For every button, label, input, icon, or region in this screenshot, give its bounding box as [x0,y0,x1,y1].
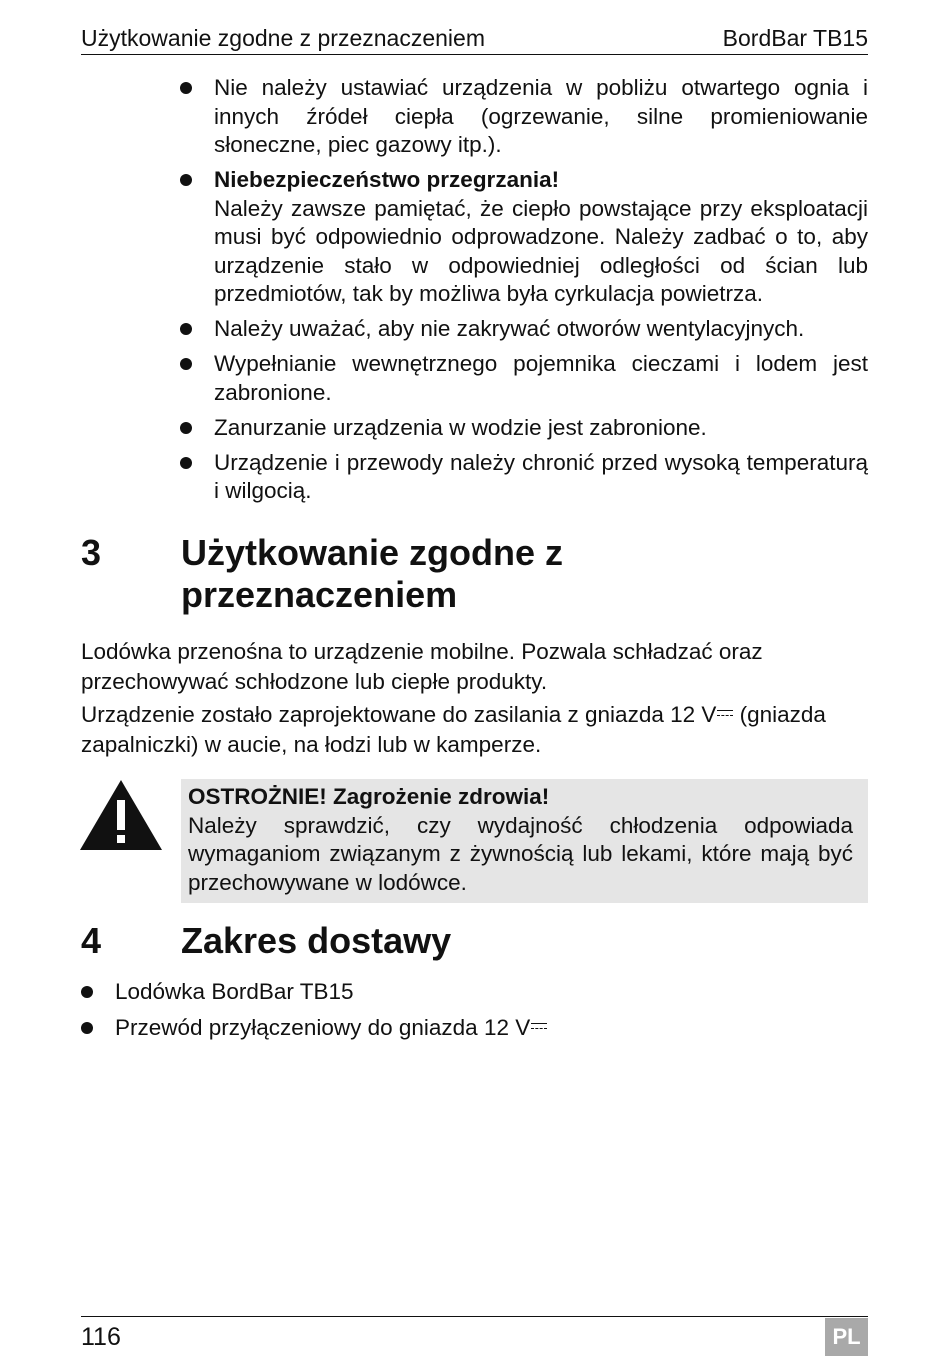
bullet-icon [180,457,192,469]
dc-current-icon [717,710,733,720]
header-section-title: Użytkowanie zgodne z przeznaczeniem [81,25,485,51]
list-item-text: Należy zawsze pamiętać, że ciepło powstające przy eksploatacji musi być odpowiednio odprowadzone. Należy zadbać o to, aby urządzenie stało w odpowiedniej odległości od ścian lub przedmiotów, tak by możliwa była cyrkulacja powietrza. [214,195,868,306]
footer-divider [81,1316,868,1317]
section-title: Zakres dostawy [181,920,452,961]
page-header [81,22,868,55]
safety-bullet-list [214,74,868,512]
list-item-text: Urządzenie i przewody należy chronić przed wysoką temperaturą i wilgocią. [214,449,868,503]
list-item [214,315,868,344]
bullet-icon [180,422,192,434]
section-3-paragraph-1: Lodówka przenośna to urządzenie mobilne. Pozwala schładzać oraz przechowywać schłodzone lub ciepłe produkty. [81,639,763,694]
bullet-icon [180,358,192,370]
list-item [214,449,868,506]
section-number: 3 [81,532,102,573]
delivery-list [115,978,815,1049]
list-item-text: Przewód przyłączeniowy do gniazda 12 V [115,1014,531,1040]
list-item-text: Lodówka BordBar TB15 [115,979,354,1004]
dc-current-icon [531,1023,547,1033]
section-4-heading [81,920,868,962]
bullet-icon [81,1022,93,1034]
section-title: Użytkowanie zgodne z przeznaczeniem [181,532,564,615]
warning-content [188,783,853,897]
list-item-heading: Niebezpieczeństwo przegrzania! [214,167,560,192]
list-item-text: Wypełnianie wewnętrznego pojemnika cieczami i lodem jest zabronione. [214,351,868,405]
list-item-text: Należy uważać, aby nie zakrywać otworów wentylacyjnych. [214,316,805,341]
section-3-paragraph-2 [81,700,868,760]
paragraph-text: (gniazda zapalniczki) w aucie, na łodzi lub w kamperze. [81,702,826,757]
warning-box [181,779,868,903]
list-item [214,74,868,160]
section-3-heading [81,532,868,616]
header-product-name: BordBar TB15 [722,25,868,51]
warning-triangle-icon [80,780,162,850]
list-item [115,978,815,1007]
bullet-icon [180,323,192,335]
language-badge: PL [825,1318,868,1356]
page-number: 116 [81,1323,121,1351]
list-item [115,1014,815,1043]
warning-title: OSTROŻNIE! Zagrożenie zdrowia! [188,784,550,809]
warning-text: Należy sprawdzić, czy wydajność chłodzenia odpowiada wymaganiom związanym z żywnością lub lekami, które mają być przechowywane w lodówce. [188,812,853,895]
bullet-icon [81,986,93,998]
paragraph-text: Urządzenie zostało zaprojektowane do zasilania z gniazda 12 V [81,702,717,727]
bullet-icon [180,174,192,186]
list-item-text: Nie należy ustawiać urządzenia w pobliżu otwartego ognia i innych źródeł ciepła (ogrzewanie, silne promieniowanie słoneczne, piec gazowy itp.). [214,75,868,157]
list-item [214,166,868,309]
bullet-icon [180,82,192,94]
list-item [214,414,868,443]
list-item-text: Zanurzanie urządzenia w wodzie jest zabronione. [214,414,707,440]
section-number: 4 [81,920,102,961]
list-item [214,350,868,407]
